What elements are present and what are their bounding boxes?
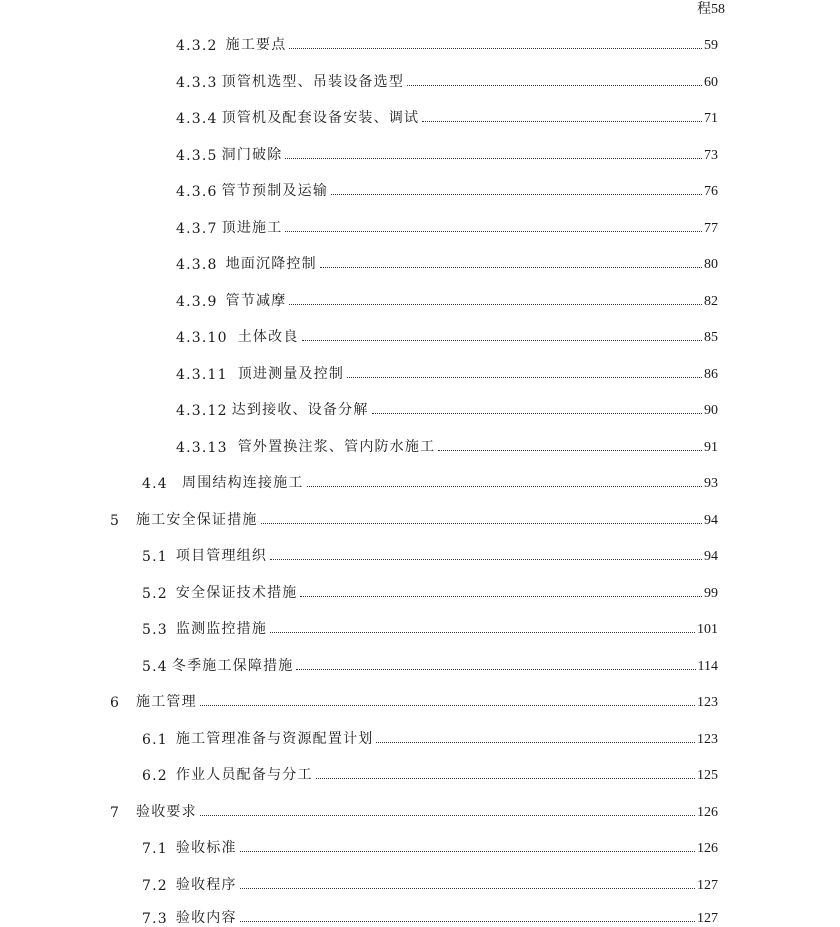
toc-leader-dots [240,850,695,852]
toc-entry[interactable] [176,105,718,127]
toc-entry-page: 73 [704,148,718,163]
toc-entry-page: 126 [697,805,718,820]
toc-entry-number: 7.3 [142,911,168,927]
toc-entry-number: 4.3.10 [176,330,228,346]
toc-entry-page: 82 [704,294,718,309]
toc-entry[interactable] [176,324,718,346]
toc-entry-number: 4.3.9 [176,294,218,310]
toc-entry-title: 监测监控措施 [175,621,268,637]
toc-entry-page: 77 [704,221,718,236]
toc-entry-title: 施工安全保证措施 [136,512,258,528]
toc-leader-dots [200,814,695,816]
toc-entry-page: 85 [704,330,718,345]
toc-leader-dots [240,887,695,889]
toc-entry[interactable] [176,215,718,237]
toc-entry[interactable] [142,762,718,784]
toc-entry-title: 施工要点 [225,37,287,53]
toc-leader-dots [285,157,702,159]
toc-leader-dots [407,84,702,86]
toc-entry-title: 顶进测量及控制 [237,366,345,382]
toc-entry-title: 验收标准 [175,840,237,856]
toc-entry-title: 管节减摩 [225,293,287,309]
toc-leader-dots [296,668,695,670]
toc-entry[interactable] [142,835,718,857]
toc-entry-number: 6 [110,695,121,711]
toc-leader-dots [289,303,702,305]
toc-entry-number: 4.3.8 [176,257,218,273]
toc-entry-number: 7 [110,805,121,821]
toc-entry-title: 作业人员配备与分工 [175,767,313,783]
toc-entry-number: 7.1 [142,841,168,857]
toc-entry-number: 4.4 [142,476,168,492]
toc-leader-dots [372,412,702,414]
toc-entry[interactable] [110,689,718,711]
toc-leader-dots [285,230,702,232]
toc-entry-number: 4.3.6 [176,184,218,200]
toc-entry-page: 60 [704,75,718,90]
toc-entry-number: 4.3.5 [176,148,218,164]
toc-entry-number: 4.3.4 [176,111,218,127]
toc-entry-page: 94 [704,513,718,528]
toc-entry-number: 4.3.3 [176,75,218,91]
toc-entry-title: 管节预制及运输 [221,183,329,199]
toc-leader-dots [300,595,702,597]
toc-entry-number: 5.2 [142,586,168,602]
toc-entry-title: 顶进施工 [221,220,283,236]
toc-entry-number: 4.3.13 [176,440,228,456]
toc-entry-title: 土体改良 [237,329,299,345]
toc-entry-page: 126 [697,841,718,856]
toc-entry[interactable] [176,32,718,54]
toc-entry-title: 冬季施工保障措施 [171,658,294,674]
toc-entry-number: 5.1 [142,549,168,565]
toc-entry-page: 86 [704,367,718,382]
toc-entry[interactable] [110,507,718,529]
toc-entry-title: 顶管机及配套设备安装、调试 [221,110,420,126]
toc-entry[interactable] [142,726,718,748]
toc-entry-page: 76 [704,184,718,199]
toc-entry[interactable] [142,616,718,638]
toc-entry-title: 验收程序 [175,877,237,893]
toc-entry[interactable] [176,397,718,419]
toc-leader-dots [289,47,702,49]
toc-entry[interactable] [176,142,718,164]
toc-entry-page: 93 [704,476,718,491]
toc-entry-number: 4.3.2 [176,38,218,54]
toc-leader-dots [270,631,695,633]
toc-entry-title: 安全保证技术措施 [175,585,298,601]
toc-leader-dots [240,920,695,922]
toc-entry-number: 5.4 [142,659,168,675]
toc-entry[interactable] [142,470,718,492]
toc-entry-title: 管外置换注浆、管内防水施工 [237,439,436,455]
toc-entry-title: 达到接收、设备分解 [231,402,369,418]
toc-entry-page: 80 [704,257,718,272]
toc-entry-number: 5 [110,513,121,529]
toc-entry-number: 4.3.12 [176,403,228,419]
toc-entry-number: 4.3.7 [176,221,218,237]
toc-entry-page: 71 [704,111,718,126]
toc-leader-dots [200,704,695,706]
toc-entry-page: 127 [697,911,718,926]
toc-entry[interactable] [176,69,718,91]
toc-entry-title: 地面沉降控制 [225,256,317,272]
toc-entry-page: 123 [697,695,718,710]
toc-entry[interactable] [176,434,718,456]
toc-entry-page: 114 [697,659,718,674]
toc-leader-dots [347,376,702,378]
toc-leader-dots [302,339,702,341]
toc-entry-title: 顶管机选型、吊装设备选型 [221,74,405,90]
toc-entry[interactable] [142,905,718,927]
toc-leader-dots [331,193,702,195]
toc-leader-dots [261,522,702,524]
toc-entry-number: 4.3.11 [176,367,228,383]
toc-leader-dots [320,266,702,268]
toc-entry-page: 90 [704,403,718,418]
toc-leader-dots [270,558,702,560]
toc-entry-page: 99 [704,586,718,601]
toc-entry[interactable] [176,288,718,310]
toc-entry[interactable] [176,251,718,273]
toc-entry-title: 周围结构连接施工 [182,475,304,491]
toc-leader-dots [307,485,702,487]
toc-leader-dots [376,741,695,743]
toc-entry[interactable] [176,178,718,200]
toc-entry-title: 施工管理 [136,694,197,710]
toc-entry-title: 验收要求 [136,804,197,820]
toc-entry[interactable] [142,580,718,602]
toc-leader-dots [316,777,695,779]
toc-entry-number: 5.3 [142,622,168,638]
toc-entry-page: 125 [697,768,718,783]
toc-entry-title: 验收内容 [175,910,237,926]
toc-entry-page: 127 [697,878,718,893]
toc-entry-number: 6.1 [142,732,168,748]
toc-entry-page: 94 [704,549,718,564]
toc-entry[interactable] [142,872,718,894]
toc-entry-page: 91 [704,440,718,455]
toc-leader-dots [438,449,702,451]
toc-entry-page: 59 [704,38,718,53]
toc-entry[interactable] [142,653,718,675]
toc-entry-title: 项目管理组织 [175,548,268,564]
carry-over-text: 程58 [697,2,725,17]
toc-entry[interactable] [110,799,718,821]
toc-entry-number: 6.2 [142,768,168,784]
toc-entry-number: 7.2 [142,878,168,894]
toc-leader-dots [422,120,702,122]
toc-entry-page: 101 [697,622,718,637]
toc-entry[interactable] [142,543,718,565]
toc-entry-page: 123 [697,732,718,747]
toc-entry[interactable] [176,361,718,383]
toc-entry-title: 施工管理准备与资源配置计划 [175,731,374,747]
toc-entry-title: 洞门破除 [221,147,283,163]
